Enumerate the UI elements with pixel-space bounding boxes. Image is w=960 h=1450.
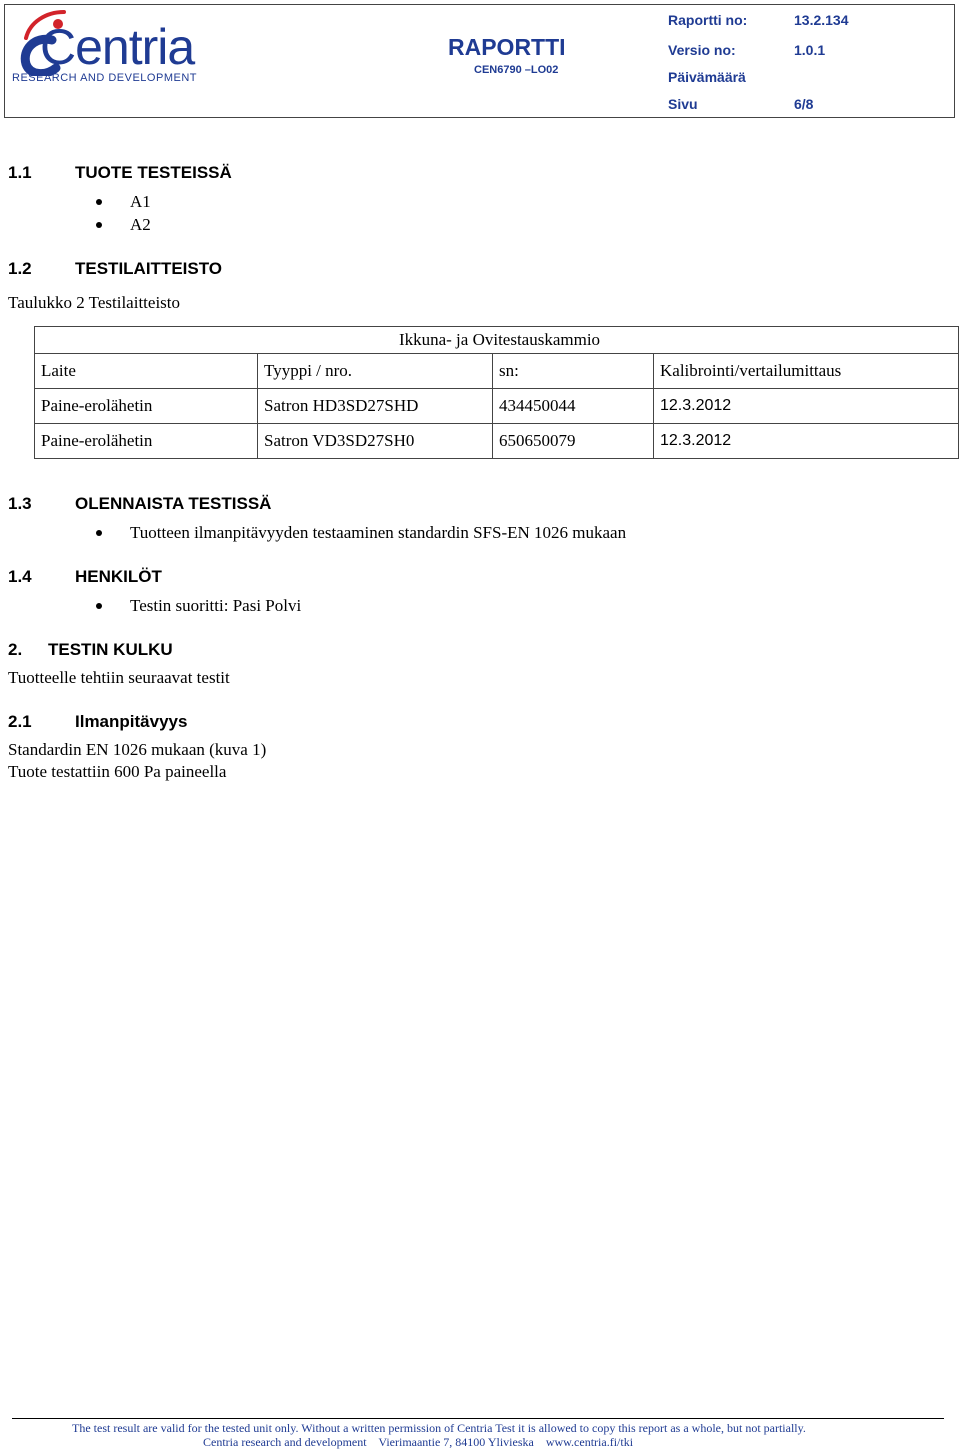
heading-title: TUOTE TESTEISSÄ: [75, 163, 232, 182]
table-cell: 12.3.2012: [654, 389, 959, 424]
footer-disclaimer: The test result are valid for the tested unit only. Without a written permission of Centria Test it is allowed to copy this report as a whole, but not partially.: [72, 1421, 806, 1435]
report-code: CEN6790 –LO02: [474, 64, 559, 76]
table-cell: Satron HD3SD27SHD: [258, 389, 493, 424]
meta-label-report-no: Raportti no:: [668, 12, 748, 28]
meta-value-report-no: 13.2.134: [794, 12, 849, 28]
column-header: sn:: [493, 354, 654, 389]
heading-1-4: [8, 567, 408, 589]
paragraph: Standardin EN 1026 mukaan (kuva 1): [8, 740, 267, 759]
meta-label-page: Sivu: [668, 96, 698, 112]
paragraph: Tuotteelle tehtiin seuraavat testit: [8, 668, 230, 687]
heading-number: 1.1: [8, 163, 32, 182]
table-title: Ikkuna- ja Ovitestauskammio: [35, 327, 959, 354]
heading-number: 1.4: [8, 567, 32, 586]
list-item: Testin suoritti: Pasi Polvi: [96, 596, 596, 618]
heading-title: Ilmanpitävyys: [75, 712, 188, 731]
table-cell: 650650079: [493, 424, 654, 459]
heading-1-3: [8, 494, 508, 516]
meta-value-version: 1.0.1: [794, 42, 826, 58]
heading-number: 1.2: [8, 259, 32, 278]
logo-subtitle: RESEARCH AND DEVELOPMENT: [12, 72, 197, 84]
heading-1-2: [8, 259, 408, 281]
heading-title: TESTILAITTEISTO: [75, 259, 223, 278]
heading-number: 2.1: [8, 712, 32, 731]
heading-number: 1.3: [8, 494, 32, 513]
paragraph: Tuote testattiin 600 Pa paineella: [8, 762, 227, 781]
list-item: A1: [96, 192, 396, 214]
meta-label-version: Versio no:: [668, 42, 736, 58]
list-item: A2: [96, 215, 396, 237]
table-cell: Satron VD3SD27SH0: [258, 424, 493, 459]
list-item: Tuotteen ilmanpitävyyden testaaminen standardin SFS-EN 1026 mukaan: [96, 523, 796, 545]
table-cell: Paine-erolähetin: [35, 424, 258, 459]
footer-contact: Centria research and development Vierimaantie 7, 84100 Ylivieska www.centria.fi/tki: [203, 1435, 634, 1449]
table-row: [35, 389, 959, 424]
column-header: Laite: [35, 354, 258, 389]
heading-number: 2.: [8, 640, 23, 659]
heading-title: OLENNAISTA TESTISSÄ: [75, 494, 272, 513]
table-cell: 12.3.2012: [654, 424, 959, 459]
logo-wordmark: Centria: [40, 19, 195, 75]
table-header-row: [35, 354, 959, 389]
bullet-icon: [96, 530, 102, 536]
heading-1-1: [8, 163, 408, 185]
bullet-icon: [96, 603, 102, 609]
column-header: Tyyppi / nro.: [258, 354, 493, 389]
report-title: RAPORTTI: [448, 34, 566, 60]
column-header: Kalibrointi/vertailumittaus: [654, 354, 959, 389]
table-cell: 434450044: [493, 389, 654, 424]
table-cell: Paine-erolähetin: [35, 389, 258, 424]
bullet-icon: [96, 222, 102, 228]
table-caption: Taulukko 2 Testilaitteisto: [8, 293, 181, 312]
footer-divider: [12, 1418, 944, 1419]
equipment-table: [34, 326, 959, 471]
meta-label-date: Päivämäärä: [668, 69, 746, 85]
heading-title: HENKILÖT: [75, 567, 162, 586]
bullet-icon: [96, 199, 102, 205]
table-row: [35, 424, 959, 459]
heading-2: [8, 640, 408, 662]
meta-value-page: 6/8: [794, 96, 814, 112]
heading-2-1: [8, 712, 408, 734]
heading-title: TESTIN KULKU: [48, 640, 173, 659]
